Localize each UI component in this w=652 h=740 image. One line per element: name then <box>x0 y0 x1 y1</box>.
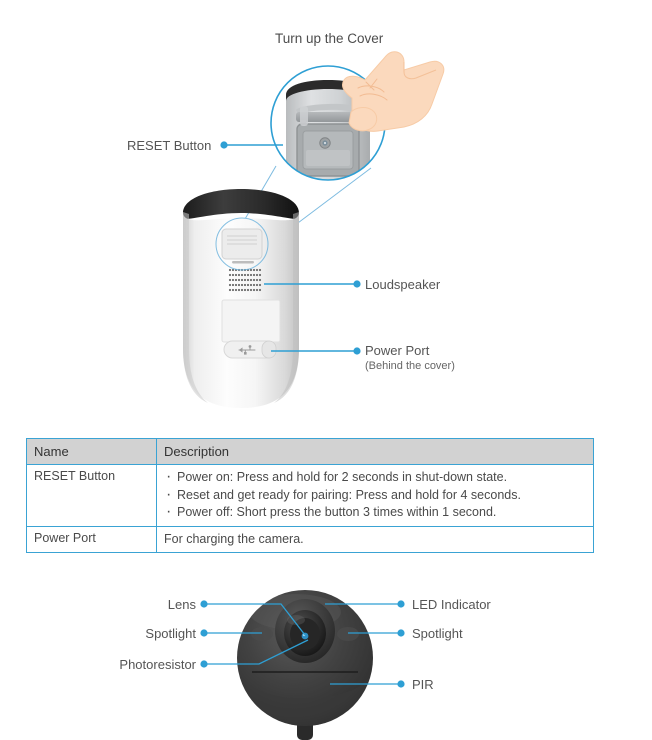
callout-label-lens: Lens <box>167 597 196 612</box>
table-row <box>27 465 594 527</box>
table-row <box>27 526 594 552</box>
table-cell-description: For charging the camera. <box>157 526 594 552</box>
callout-label-loudspeaker: Loudspeaker <box>365 277 441 292</box>
callout-sublabel-power-port: (Behind the cover) <box>365 360 455 372</box>
hand-pointing-icon <box>342 52 443 132</box>
table-cell-name: RESET Button <box>27 465 157 527</box>
list-item: · Power off: Short press the button 3 times within 1 second. <box>164 504 586 522</box>
table-header-name: Name <box>27 439 157 465</box>
callout-label-pir: PIR <box>412 677 434 692</box>
top-diagram-title: Turn up the Cover <box>275 31 384 46</box>
list-item: · Power on: Press and hold for 2 seconds in shut-down state. <box>164 469 586 487</box>
magnified-detail-circle <box>271 66 385 185</box>
table-cell-description <box>157 465 594 527</box>
camera-body-illustration <box>183 189 299 408</box>
callout-label-led-indicator: LED Indicator <box>412 597 491 612</box>
table-header-description: Description <box>157 439 594 465</box>
callout-dot <box>220 141 360 354</box>
list-item: · Reset and get ready for pairing: Press and hold for 4 seconds. <box>164 487 586 505</box>
spec-table <box>26 438 594 553</box>
description-bullet-list <box>164 469 586 522</box>
callout-label-reset-button: RESET Button <box>127 138 212 153</box>
camera-face-illustration <box>237 590 373 740</box>
callout-label-spotlight-left: Spotlight <box>145 626 196 641</box>
callout-label-photoresistor: Photoresistor <box>119 657 196 672</box>
table-header-row <box>27 439 594 465</box>
callout-label-spotlight-right: Spotlight <box>412 626 463 641</box>
callout-label-power-port: Power Port <box>365 343 430 358</box>
table-cell-name: Power Port <box>27 526 157 552</box>
